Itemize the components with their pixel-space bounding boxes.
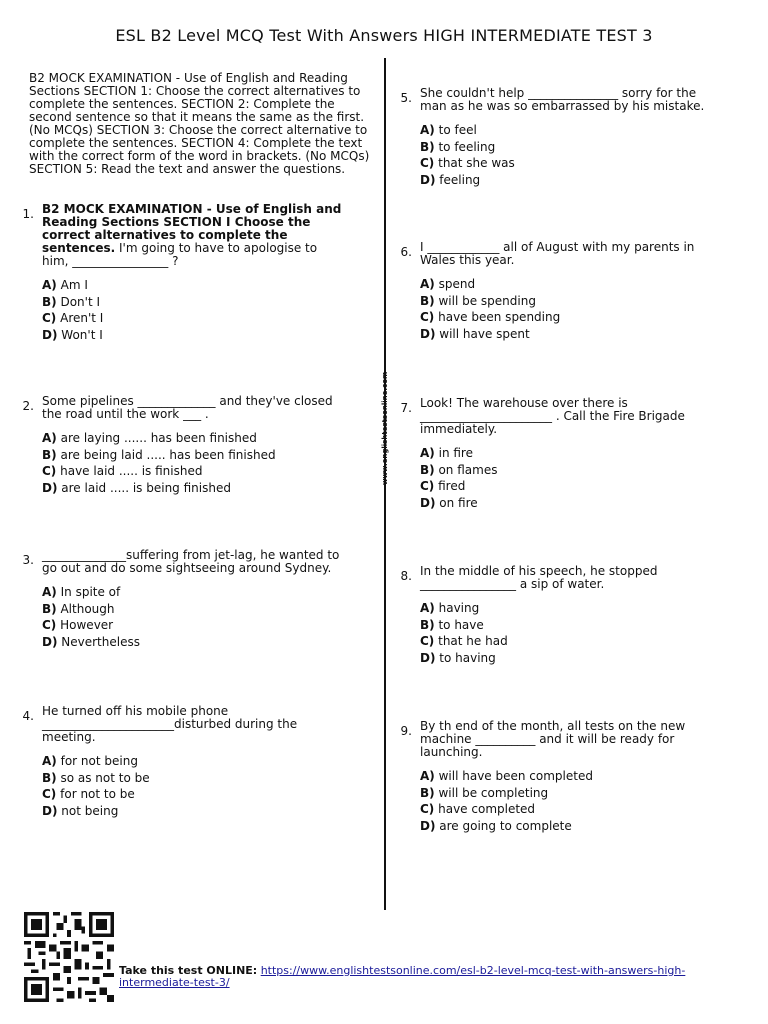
answer-option[interactable]: B) are being laid ..... has been finished — [42, 447, 276, 462]
answer-option[interactable]: A) will have been completed — [420, 769, 593, 783]
question-body — [42, 705, 347, 819]
question-text: She couldn't help _______________ sorry for the man as he was so embarrassed by his mistake. — [420, 86, 705, 113]
question-text: By th end of the month, all tests on the new machine __________ and it will be ready for launching. — [420, 719, 686, 759]
answer-option[interactable]: B) Don't I — [42, 294, 101, 309]
answer-option[interactable]: B) Although — [42, 601, 115, 616]
question-text — [42, 203, 347, 268]
answer-option[interactable]: C) that she was — [420, 156, 515, 170]
question-number: 5. — [400, 91, 412, 105]
answer-option[interactable]: A) spend — [420, 277, 476, 291]
answer-option[interactable]: D) Won't I — [42, 327, 103, 342]
question-number: 1. — [22, 207, 34, 221]
question-body — [420, 397, 725, 511]
answer-option[interactable]: D) on fire — [420, 495, 478, 510]
answer-option[interactable]: B) will be completing — [420, 785, 549, 800]
question-text: Look! The warehouse over there is ______________________ . Call the Fire Brigade immediately. — [420, 396, 685, 436]
answer-option[interactable]: A) for not being — [42, 754, 138, 768]
page-title: ESL B2 Level MCQ Test With Answers HIGH INTERMEDIATE TEST 3 — [115, 26, 653, 45]
answer-option[interactable]: B) so as not to be — [42, 770, 150, 785]
answer-option[interactable]: C) have laid ..... is finished — [42, 464, 203, 478]
answer-option[interactable]: B) will be spending — [420, 293, 536, 308]
question-body — [42, 395, 347, 496]
question-text: In the middle of his speech, he stopped ________________ a sip of water. — [420, 564, 658, 591]
question-body — [42, 203, 347, 343]
question-number: 2. — [22, 399, 34, 413]
answer-option[interactable]: A) are laying ...... has been finished — [42, 431, 257, 445]
answer-option[interactable]: B) on flames — [420, 462, 498, 477]
question-text: Some pipelines _____________ and they've closed the road until the work ___ . — [42, 394, 333, 421]
footer — [24, 912, 744, 1002]
answer-option[interactable]: C) have been spending — [420, 310, 561, 324]
answer-option[interactable]: A) in fire — [420, 446, 473, 460]
question-text: ______________suffering from jet-lag, he wanted to go out and do some sightseeing around Sydney. — [42, 548, 340, 575]
question-number: 7. — [400, 401, 412, 415]
answer-option[interactable]: B) to feeling — [420, 139, 496, 154]
answer-option[interactable]: D) are going to complete — [420, 818, 572, 833]
question-text: I ____________ all of August with my parents in Wales this year. — [420, 240, 695, 267]
test-online-link[interactable]: https://www.englishtestsonline.com/esl-b2-level-mcq-test-with-answers-high-intermediate-test-3/ — [119, 964, 686, 989]
answer-option[interactable]: C) fired — [420, 479, 466, 493]
answer-option[interactable]: D) feeling — [420, 172, 481, 187]
question-body — [420, 720, 725, 834]
footer-label: Take this test ONLINE: — [119, 964, 258, 977]
question-number: 6. — [400, 245, 412, 259]
answer-option[interactable]: D) Nevertheless — [42, 634, 140, 649]
answer-option[interactable]: D) to having — [420, 650, 496, 665]
answer-option[interactable]: D) not being — [42, 803, 119, 818]
answer-option[interactable]: A) to feel — [420, 123, 477, 137]
answer-option[interactable]: C) that he had — [420, 634, 508, 648]
answer-option[interactable]: C) have completed — [420, 802, 536, 816]
question-heading: B2 MOCK EXAMINATION - Use of English and Reading Sections SECTION I Choose the correct alternatives to complete the sentences. — [42, 202, 342, 255]
question-number: 9. — [400, 724, 412, 738]
qr-code-icon[interactable] — [24, 912, 114, 1002]
intro-text: B2 MOCK EXAMINATION - Use of English and Reading Sections SECTION 1: Choose the correct alternatives to complete the sentences. SECTION 2: Complete the second sentence so that it means the same as the first. (No MCQs) SECTION 3: Choose the correct alternative to complete the sentences. SECTION 4: Complete the text with the correct form of the word in brackets. (No MCQs) SECTION 5: Read the text and answer the questions. — [29, 71, 370, 176]
question-stem: I'm going to have to apologise to him, ________________ ? — [42, 241, 318, 268]
question-body — [420, 565, 725, 666]
answer-option[interactable]: A) having — [420, 601, 480, 615]
answer-option[interactable]: C) However — [42, 618, 114, 632]
question-body — [420, 241, 725, 342]
question-number: 3. — [22, 553, 34, 567]
answer-option[interactable]: C) for not to be — [42, 787, 135, 801]
footer-text — [119, 965, 699, 989]
answer-option[interactable]: B) to have — [420, 617, 484, 632]
question-body — [42, 549, 347, 650]
answer-option[interactable]: D) will have spent — [420, 326, 530, 341]
question-number: 8. — [400, 569, 412, 583]
question-number: 4. — [22, 709, 34, 723]
answer-option[interactable]: A) In spite of — [42, 585, 121, 599]
answer-option[interactable]: A) Am I — [42, 278, 88, 292]
answer-option[interactable]: C) Aren't I — [42, 311, 104, 325]
question-body — [420, 87, 725, 188]
watermark-text: www.englishtestsonline.com — [381, 371, 389, 485]
question-text: He turned off his mobile phone ______________________disturbed during the meeting. — [42, 704, 298, 744]
answer-option[interactable]: D) are laid ..... is being finished — [42, 480, 231, 495]
